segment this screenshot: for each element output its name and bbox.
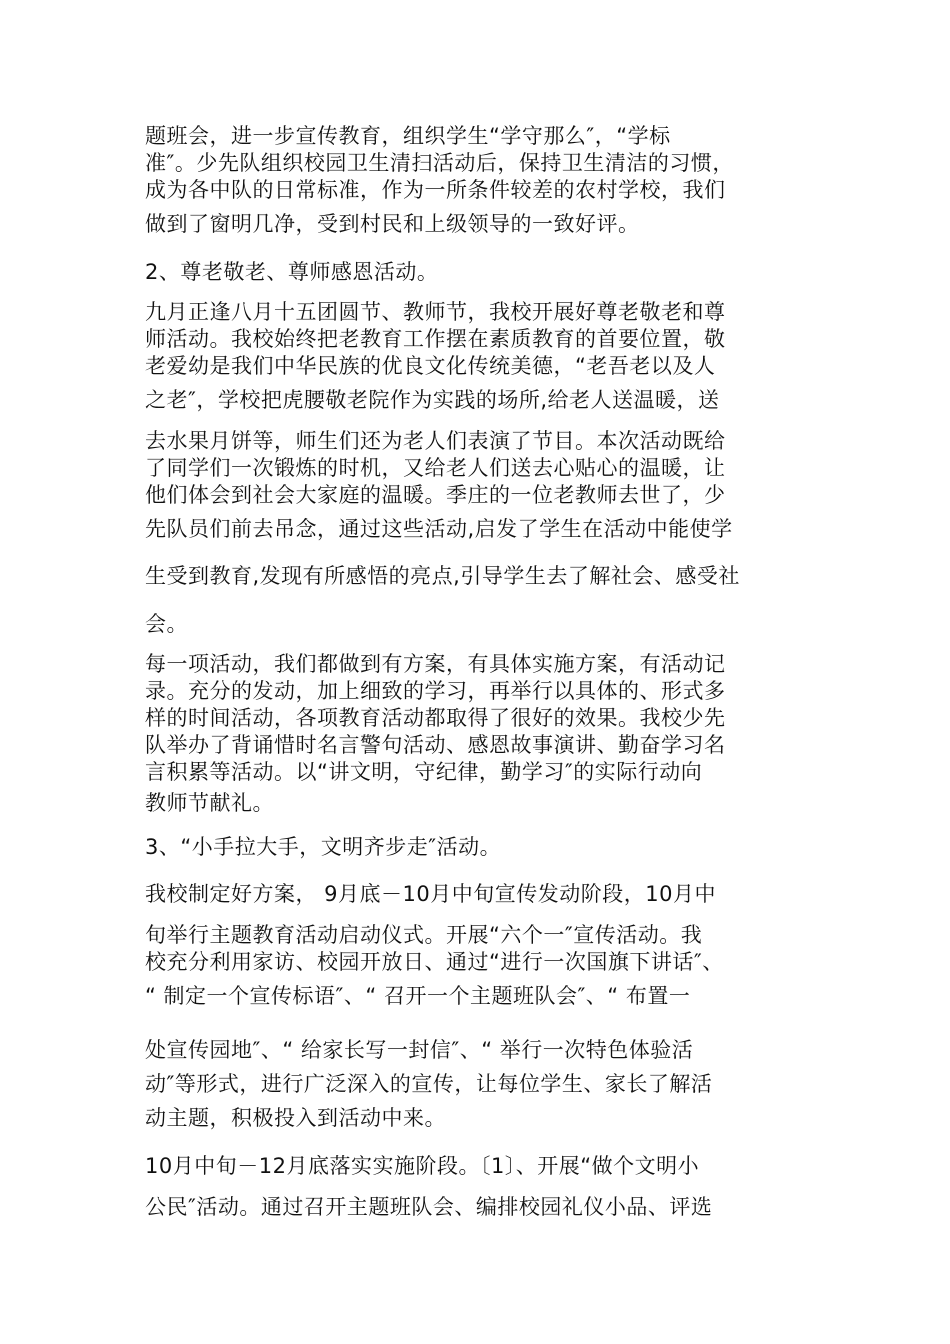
text-line: 做到了窗明几净，受到村民和上级领导的一致好评。 (145, 212, 640, 236)
text-line: 会。 (145, 612, 188, 636)
section-heading: 3、“小手拉大手，文明齐步走″活动。 (145, 835, 502, 859)
text-line: 动″等形式，进行广泛深入的宣传，让每位学生、家长了解活 (145, 1072, 713, 1096)
text-line: 准″。少先队组织校园卫生清扫活动后，保持卫生清洁的习惯， (145, 151, 734, 175)
text-line: 每一项活动，我们都做到有方案，有具体实施方案，有活动记 (145, 652, 726, 676)
text-line: 处宣传园地″、“ 给家长写一封信″、“ 举行一次特色体验活 (145, 1038, 694, 1062)
text-line: 公民″活动。通过召开主题班队会、编排校园礼仪小品、评选 (145, 1195, 713, 1219)
text-line: 九月正逢八月十五团圆节、教师节，我校开展好尊老敬老和尊 (145, 300, 726, 324)
text-line: 教师节献礼。 (145, 791, 274, 815)
text-line: 样的时间活动，各项教育活动都取得了很好的效果。我校少先 (145, 706, 726, 730)
text-line: 师活动。我校始终把老教育工作摆在素质教育的首要位置，敬 (145, 327, 726, 351)
text-line: 老爱幼是我们中华民族的优良文化传统美德，“老吾老以及人 (145, 354, 716, 378)
text-line: 我校制定好方案， 9月底－10月中旬宣传发动阶段，10月中 (145, 882, 716, 906)
text-line: 言积累等活动。以“讲文明，守纪律，勤学习″的实际行动向 (145, 760, 703, 784)
text-line: 队举办了背诵惜时名言警句活动、感恩故事演讲、勤奋学习名 (145, 733, 726, 757)
text-line: 动主题，积极投入到活动中来。 (145, 1106, 446, 1130)
text-line: 10月中旬－12月底落实实施阶段。〔1〕、开展“做个文明小 (145, 1154, 700, 1178)
text-line: 去水果月饼等，师生们还为老人们表演了节目。本次活动既给 (145, 429, 726, 453)
text-line: “ 制定一个宣传标语″、“ 召开一个主题班队会″、“ 布置一 (145, 984, 691, 1008)
text-line: 校充分利用家访、校园开放日、通过“进行一次国旗下讲话″、 (145, 950, 724, 974)
text-line: 成为各中队的日常标准，作为一所条件较差的农村学校，我们 (145, 178, 726, 202)
text-line: 旬举行主题教育活动启动仪式。开展“六个一″宣传活动。我 (145, 923, 703, 947)
text-line: 之老″，学校把虎腰敬老院作为实践的场所,给老人送温暖，送 (145, 388, 720, 412)
text-line: 题班会，进一步宣传教育，组织学生“学守那么″，“学标 (145, 124, 671, 148)
text-line: 先队员们前去吊念，通过这些活动,启发了学生在活动中能使学 (145, 517, 733, 541)
text-line: 他们体会到社会大家庭的温暖。季庄的一位老教师去世了，少 (145, 483, 726, 507)
text-line: 生受到教育,发现有所感悟的亮点,引导学生去了解社会、感受社 (145, 564, 740, 588)
text-line: 了同学们一次锻炼的时机，又给老人们送去心贴心的温暖，让 (145, 456, 726, 480)
section-heading: 2、尊老敬老、尊师感恩活动。 (145, 260, 439, 284)
text-line: 录。充分的发动，加上细致的学习，再举行以具体的、形式多 (145, 679, 726, 703)
